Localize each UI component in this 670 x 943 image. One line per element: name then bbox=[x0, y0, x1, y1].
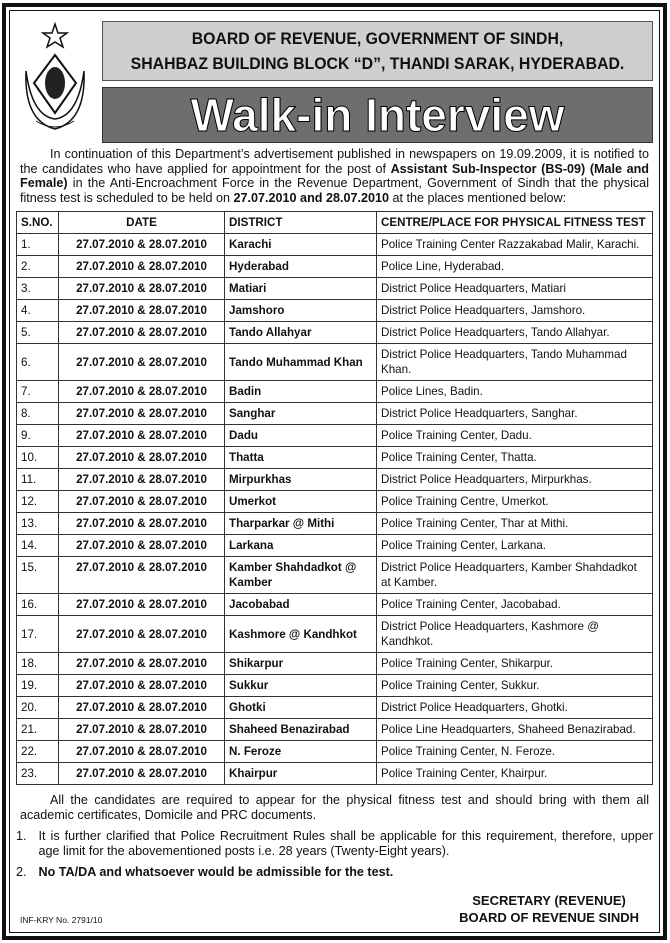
date: 27.07.2010 & 28.07.2010 bbox=[59, 675, 225, 697]
date: 27.07.2010 & 28.07.2010 bbox=[59, 300, 225, 322]
serial-number: 17. bbox=[17, 616, 59, 653]
column-header: DATE bbox=[59, 212, 225, 234]
test-centre: District Police Headquarters, Ghotki. bbox=[377, 697, 653, 719]
date: 27.07.2010 & 28.07.2010 bbox=[59, 447, 225, 469]
note-2-number: 2. bbox=[16, 865, 27, 880]
column-header: CENTRE/PLACE FOR PHYSICAL FITNESS TEST bbox=[377, 212, 653, 234]
note-2-item bbox=[16, 865, 653, 880]
table-row bbox=[17, 675, 653, 697]
table-row bbox=[17, 719, 653, 741]
district: Larkana bbox=[225, 535, 377, 557]
issuer-line-1: BOARD OF REVENUE, GOVERNMENT OF SINDH, bbox=[191, 29, 564, 48]
test-centre: Police Training Center, Khairpur. bbox=[377, 763, 653, 785]
note-1-item bbox=[16, 829, 653, 859]
test-centre: Police Training Center, Dadu. bbox=[377, 425, 653, 447]
reference-number: INF-KRY No. 2791/10 bbox=[20, 915, 103, 926]
district: Khairpur bbox=[225, 763, 377, 785]
date: 27.07.2010 & 28.07.2010 bbox=[59, 697, 225, 719]
table-row bbox=[17, 513, 653, 535]
table-row bbox=[17, 535, 653, 557]
table-row bbox=[17, 741, 653, 763]
test-centre: Police Training Center, Thar at Mithi. bbox=[377, 513, 653, 535]
serial-number: 11. bbox=[17, 469, 59, 491]
district: Ghotki bbox=[225, 697, 377, 719]
test-centre: Police Training Center, Sukkur. bbox=[377, 675, 653, 697]
serial-number: 7. bbox=[17, 381, 59, 403]
intro-text: In continuation of this Department’s advertisement published in newspapers on 19.09.2009, it is notified to the candidates who have applied for appointment for the post of bbox=[20, 147, 649, 176]
table-row bbox=[17, 763, 653, 785]
table-row bbox=[17, 256, 653, 278]
serial-number: 15. bbox=[17, 557, 59, 594]
signature-block bbox=[459, 892, 639, 926]
test-centre: Police Training Center, Jacobabad. bbox=[377, 594, 653, 616]
district: Tharparkar @ Mithi bbox=[225, 513, 377, 535]
test-centre: Police Line, Hyderabad. bbox=[377, 256, 653, 278]
table-row bbox=[17, 491, 653, 513]
table-row bbox=[17, 344, 653, 381]
table-row bbox=[17, 403, 653, 425]
issuer-header bbox=[102, 21, 653, 81]
serial-number: 4. bbox=[17, 300, 59, 322]
date: 27.07.2010 & 28.07.2010 bbox=[59, 469, 225, 491]
district: Mirpurkhas bbox=[225, 469, 377, 491]
date: 27.07.2010 & 28.07.2010 bbox=[59, 513, 225, 535]
district: Thatta bbox=[225, 447, 377, 469]
table-row bbox=[17, 300, 653, 322]
table-row bbox=[17, 653, 653, 675]
test-centre: District Police Headquarters, Mirpurkhas. bbox=[377, 469, 653, 491]
serial-number: 20. bbox=[17, 697, 59, 719]
table-row bbox=[17, 381, 653, 403]
masthead-text bbox=[102, 21, 653, 143]
date: 27.07.2010 & 28.07.2010 bbox=[59, 322, 225, 344]
serial-number: 8. bbox=[17, 403, 59, 425]
date: 27.07.2010 & 28.07.2010 bbox=[59, 653, 225, 675]
date: 27.07.2010 & 28.07.2010 bbox=[59, 403, 225, 425]
district: Shaheed Benazirabad bbox=[225, 719, 377, 741]
district: Sukkur bbox=[225, 675, 377, 697]
table-row bbox=[17, 616, 653, 653]
test-centre: District Police Headquarters, Kamber Shahdadkot at Kamber. bbox=[377, 557, 653, 594]
serial-number: 1. bbox=[17, 234, 59, 256]
date: 27.07.2010 & 28.07.2010 bbox=[59, 425, 225, 447]
serial-number: 9. bbox=[17, 425, 59, 447]
note-1: It is further clarified that Police Recruitment Rules shall be applicable for this requirement, therefore, upper age limit for the abovementioned posts i.e. 28 years (Twenty-Eight years). bbox=[38, 829, 653, 859]
date: 27.07.2010 & 28.07.2010 bbox=[59, 719, 225, 741]
test-centre: District Police Headquarters, Tando Allahyar. bbox=[377, 322, 653, 344]
serial-number: 6. bbox=[17, 344, 59, 381]
table-row bbox=[17, 697, 653, 719]
serial-number: 16. bbox=[17, 594, 59, 616]
footer bbox=[16, 892, 653, 926]
district: Kamber Shahdadkot @ Kamber bbox=[225, 557, 377, 594]
district: Kashmore @ Kandhkot bbox=[225, 616, 377, 653]
date: 27.07.2010 & 28.07.2010 bbox=[59, 256, 225, 278]
serial-number: 10. bbox=[17, 447, 59, 469]
note-1-number: 1. bbox=[16, 829, 27, 844]
test-centre: Police Lines, Badin. bbox=[377, 381, 653, 403]
table-row bbox=[17, 447, 653, 469]
signatory-office: BOARD OF REVENUE SINDH bbox=[459, 910, 639, 926]
district: Tando Allahyar bbox=[225, 322, 377, 344]
serial-number: 21. bbox=[17, 719, 59, 741]
district: Dadu bbox=[225, 425, 377, 447]
notes-paragraph: All the candidates are required to appear for the physical fitness test and should bring with them all academic certificates, Domicile and PRC documents. bbox=[20, 793, 649, 823]
district: N. Feroze bbox=[225, 741, 377, 763]
intro-paragraph bbox=[16, 147, 653, 205]
date: 27.07.2010 & 28.07.2010 bbox=[59, 557, 225, 594]
test-centre: Police Line Headquarters, Shaheed Benazirabad. bbox=[377, 719, 653, 741]
test-centre: Police Training Center, N. Feroze. bbox=[377, 741, 653, 763]
masthead bbox=[16, 21, 653, 143]
date: 27.07.2010 & 28.07.2010 bbox=[59, 594, 225, 616]
date: 27.07.2010 & 28.07.2010 bbox=[59, 763, 225, 785]
post-name: Assistant Sub-Inspector (BS-09) (Male and Female) bbox=[20, 161, 649, 191]
intro-text: in the Anti-Encroachment Force in the Revenue Department, Government of Sindh that the physical fitness test is scheduled to be held on bbox=[20, 176, 649, 205]
table-row bbox=[17, 425, 653, 447]
date: 27.07.2010 & 28.07.2010 bbox=[59, 741, 225, 763]
serial-number: 23. bbox=[17, 763, 59, 785]
test-centre: District Police Headquarters, Jamshoro. bbox=[377, 300, 653, 322]
intro-text: at the places mentioned below: bbox=[388, 190, 567, 205]
test-centre: Police Training Centre, Umerkot. bbox=[377, 491, 653, 513]
table-header-row bbox=[17, 212, 653, 234]
table-row bbox=[17, 557, 653, 594]
test-dates: 27.07.2010 and 28.07.2010 bbox=[233, 190, 389, 205]
district: Matiari bbox=[225, 278, 377, 300]
table-row bbox=[17, 234, 653, 256]
district: Jamshoro bbox=[225, 300, 377, 322]
district: Sanghar bbox=[225, 403, 377, 425]
district: Karachi bbox=[225, 234, 377, 256]
test-centre: Police Training Center, Larkana. bbox=[377, 535, 653, 557]
test-schedule-table bbox=[16, 211, 653, 785]
serial-number: 12. bbox=[17, 491, 59, 513]
issuer-line-2: SHAHBAZ BUILDING BLOCK “D”, THANDI SARAK, HYDERABAD. bbox=[130, 54, 625, 73]
district: Umerkot bbox=[225, 491, 377, 513]
date: 27.07.2010 & 28.07.2010 bbox=[59, 616, 225, 653]
signatory-title: SECRETARY (REVENUE) bbox=[472, 893, 626, 909]
serial-number: 13. bbox=[17, 513, 59, 535]
date: 27.07.2010 & 28.07.2010 bbox=[59, 535, 225, 557]
date: 27.07.2010 & 28.07.2010 bbox=[59, 344, 225, 381]
district: Jacobabad bbox=[225, 594, 377, 616]
serial-number: 18. bbox=[17, 653, 59, 675]
note-2: No TA/DA and whatsoever would be admissible for the test. bbox=[38, 865, 394, 880]
serial-number: 2. bbox=[17, 256, 59, 278]
table-row bbox=[17, 322, 653, 344]
district: Badin bbox=[225, 381, 377, 403]
serial-number: 3. bbox=[17, 278, 59, 300]
inner-frame bbox=[9, 10, 660, 933]
test-centre: District Police Headquarters, Kashmore @ Kandhkot. bbox=[377, 616, 653, 653]
table-row bbox=[17, 278, 653, 300]
district: Hyderabad bbox=[225, 256, 377, 278]
ad-frame bbox=[2, 3, 667, 940]
serial-number: 19. bbox=[17, 675, 59, 697]
test-centre: District Police Headquarters, Sanghar. bbox=[377, 403, 653, 425]
column-header: S.NO. bbox=[17, 212, 59, 234]
column-header: DISTRICT bbox=[225, 212, 377, 234]
serial-number: 22. bbox=[17, 741, 59, 763]
date: 27.07.2010 & 28.07.2010 bbox=[59, 234, 225, 256]
sindh-government-emblem-icon bbox=[16, 21, 94, 141]
date: 27.07.2010 & 28.07.2010 bbox=[59, 381, 225, 403]
table-row bbox=[17, 469, 653, 491]
district: Shikarpur bbox=[225, 653, 377, 675]
district: Tando Muhammad Khan bbox=[225, 344, 377, 381]
date: 27.07.2010 & 28.07.2010 bbox=[59, 278, 225, 300]
test-centre: District Police Headquarters, Tando Muhammad Khan. bbox=[377, 344, 653, 381]
ad-title: Walk-in Interview bbox=[102, 87, 653, 143]
test-centre: Police Training Center Razzakabad Malir, Karachi. bbox=[377, 234, 653, 256]
test-centre: Police Training Center, Thatta. bbox=[377, 447, 653, 469]
test-centre: Police Training Center, Shikarpur. bbox=[377, 653, 653, 675]
serial-number: 5. bbox=[17, 322, 59, 344]
serial-number: 14. bbox=[17, 535, 59, 557]
test-centre: District Police Headquarters, Matiari bbox=[377, 278, 653, 300]
table-row bbox=[17, 594, 653, 616]
date: 27.07.2010 & 28.07.2010 bbox=[59, 491, 225, 513]
